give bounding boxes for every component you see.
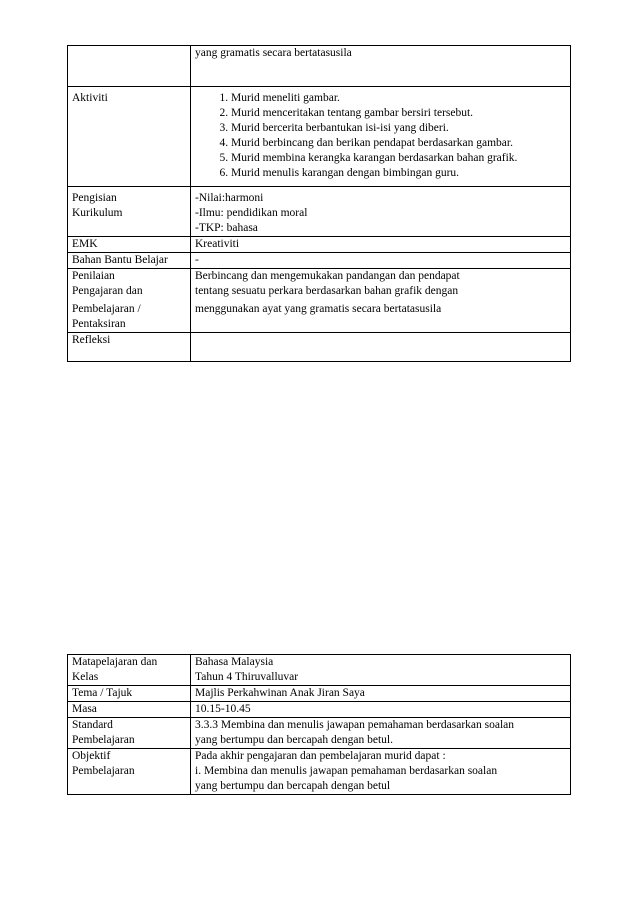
label-cell xyxy=(68,718,191,749)
table-row-pengisian xyxy=(68,187,571,237)
value-cell xyxy=(191,655,571,686)
list-item: 3. Murid bercerita berbantukan isi-isi yang diberi. xyxy=(231,121,566,136)
penilaian-text: Berbincang dan mengemukakan pandangan dan pendapat xyxy=(195,270,460,282)
objektif-text: Pada akhir pengajaran dan pembelajaran murid dapat : xyxy=(195,750,446,762)
list-item: 1. Murid meneliti gambar. xyxy=(231,91,566,106)
list-item: 4. Murid berbincang dan berikan pendapat berdasarkan gambar. xyxy=(231,136,566,151)
activities-list xyxy=(195,91,566,181)
lesson-table xyxy=(67,654,571,795)
penilaian-label: Penilaian xyxy=(72,270,115,282)
table-row-penilaian xyxy=(68,269,571,333)
pengisian-label: Kurikulum xyxy=(72,207,123,219)
list-item: 6. Murid menulis karangan dengan bimbingan guru. xyxy=(231,166,566,181)
tkp-text: -TKP: bahasa xyxy=(195,222,258,234)
label-cell xyxy=(68,237,191,253)
label-cell xyxy=(68,87,191,187)
table-row-tema xyxy=(68,686,571,702)
aktiviti-label: Aktiviti xyxy=(72,92,108,104)
value-cell xyxy=(191,253,571,269)
table-row-standard xyxy=(68,718,571,749)
bbb-label: Bahan Bantu Belajar xyxy=(72,254,168,266)
value-cell xyxy=(191,333,571,362)
penilaian-label: Pengajaran dan xyxy=(72,285,143,297)
class-text: Tahun 4 Thiruvalluvar xyxy=(195,671,299,683)
nilai-text: -Nilai:harmoni xyxy=(195,192,264,204)
emk-value: Kreativiti xyxy=(195,238,240,250)
subject-text: Bahasa Malaysia xyxy=(195,656,274,668)
objektif-text: i. Membina dan menulis jawapan pemahaman berdasarkan soalan xyxy=(195,765,498,777)
penilaian-label: Pembelajaran / xyxy=(72,303,141,315)
value-cell xyxy=(191,269,571,333)
activities-cell xyxy=(191,87,571,187)
pengisian-label: Pengisian xyxy=(72,192,117,204)
standard-label: Pembelajaran xyxy=(72,734,135,746)
tema-label: Tema / Tajuk xyxy=(72,687,133,699)
label-cell xyxy=(68,749,191,795)
table-row-aktiviti xyxy=(68,87,571,187)
ilmu-text: -Ilmu: pendidikan moral xyxy=(195,207,308,219)
penilaian-text: menggunakan ayat yang gramatis secara bertatasusila xyxy=(195,303,442,315)
value-cell xyxy=(191,46,571,87)
value-cell xyxy=(191,187,571,237)
label-cell xyxy=(68,686,191,702)
table-row-objektif xyxy=(68,749,571,795)
value-cell xyxy=(191,237,571,253)
objektif-label: Pembelajaran xyxy=(72,765,135,777)
bbb-value: - xyxy=(195,254,199,266)
value-cell xyxy=(191,749,571,795)
label-cell xyxy=(68,269,191,333)
table-row-matapelajaran xyxy=(68,655,571,686)
label-cell xyxy=(68,187,191,237)
table-row-masa xyxy=(68,702,571,718)
value-cell xyxy=(191,702,571,718)
refleksi-label: Refleksi xyxy=(72,334,111,346)
label-cell xyxy=(68,253,191,269)
masa-value: 10.15-10.45 xyxy=(195,703,251,715)
label-cell-empty xyxy=(68,46,191,87)
table-row-refleksi xyxy=(68,333,571,362)
label-cell xyxy=(68,333,191,362)
tema-value: Majlis Perkahwinan Anak Jiran Saya xyxy=(195,687,365,699)
value-cell xyxy=(191,718,571,749)
objektif-text: yang bertumpu dan bercapah dengan betul xyxy=(195,780,391,792)
standard-text: 3.3.3 Membina dan menulis jawapan pemahaman berdasarkan soalan xyxy=(195,719,515,731)
value-cell xyxy=(191,686,571,702)
standard-text: yang bertumpu dan bercapah dengan betul. xyxy=(195,734,393,746)
standard-label: Standard xyxy=(72,719,113,731)
table-row xyxy=(68,46,571,87)
lesson-table-continued xyxy=(67,45,571,362)
table-row-bbb xyxy=(68,253,571,269)
masa-label: Masa xyxy=(72,703,97,715)
list-item: 5. Murid membina kerangka karangan berdasarkan bahan grafik. xyxy=(231,151,566,166)
emk-label: EMK xyxy=(72,238,98,250)
matapelajaran-label: Kelas xyxy=(72,671,99,683)
label-cell xyxy=(68,702,191,718)
penilaian-text: tentang sesuatu perkara berdasarkan bahan grafik dengan xyxy=(195,285,459,297)
list-item: 2. Murid menceritakan tentang gambar bersiri tersebut. xyxy=(231,106,566,121)
objective-continuation: yang gramatis secara bertatasusila xyxy=(195,47,352,59)
matapelajaran-label: Matapelajaran dan xyxy=(72,656,158,668)
penilaian-label: Pentaksiran xyxy=(72,318,126,330)
label-cell xyxy=(68,655,191,686)
table-row-emk xyxy=(68,237,571,253)
objektif-label: Objektif xyxy=(72,750,111,762)
